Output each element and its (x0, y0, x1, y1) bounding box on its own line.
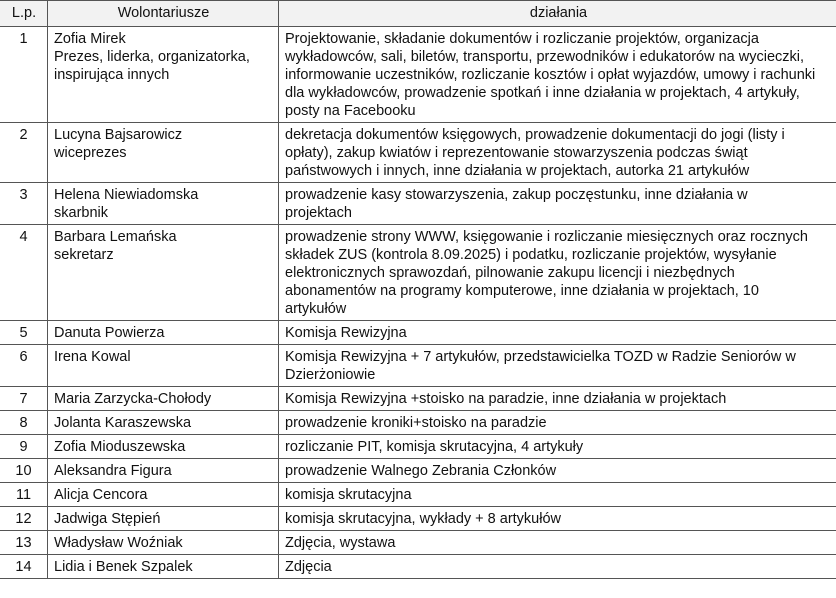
volunteer-activities: prowadzenie strony WWW, księgowanie i rozliczanie miesięcznych oraz rocznych składek ZUS (kontrola 8.09.2025) i podatku, rozliczanie projektów, wysyłanie elektronicznych sprawozdań, pilnowanie zakupu licencji i niezbędnych abonamentów na programy komputerowe, inne działania w projektach, 10 artykułów (279, 225, 836, 321)
row-number: 1 (0, 27, 48, 123)
table-row (0, 345, 836, 387)
volunteer-activities: prowadzenie kasy stowarzyszenia, zakup poczęstunku, inne działania w projektach (279, 183, 836, 225)
table-row (0, 507, 836, 531)
table-row (0, 435, 836, 459)
volunteer-name: Lucyna Bajsarowicz wiceprezes (48, 123, 279, 183)
volunteer-name: Barbara Lemańska sekretarz (48, 225, 279, 321)
table-row (0, 483, 836, 507)
volunteer-name: Danuta Powierza (48, 321, 279, 345)
volunteer-name: Władysław Woźniak (48, 531, 279, 555)
table-row (0, 225, 836, 321)
volunteer-name: Irena Kowal (48, 345, 279, 387)
row-number: 12 (0, 507, 48, 531)
volunteer-name: Maria Zarzycka-Chołody (48, 387, 279, 411)
header-activities: działania (279, 1, 836, 27)
header-row (0, 1, 836, 27)
volunteer-name: Helena Niewiadomska skarbnik (48, 183, 279, 225)
volunteer-name: Lidia i Benek Szpalek (48, 555, 279, 579)
table-row (0, 123, 836, 183)
volunteer-activities: prowadzenie kroniki+stoisko na paradzie (279, 411, 836, 435)
row-number: 4 (0, 225, 48, 321)
table-row (0, 531, 836, 555)
row-number: 11 (0, 483, 48, 507)
row-number: 14 (0, 555, 48, 579)
row-number: 10 (0, 459, 48, 483)
row-number: 5 (0, 321, 48, 345)
volunteer-activities: dekretacja dokumentów księgowych, prowadzenie dokumentacji do jogi (listy i opłaty), zakup kwiatów i reprezentowanie stowarzyszenia podczas świąt państwowych i innych, inne działania w projektach, autorka 21 artykułów (279, 123, 836, 183)
row-number: 13 (0, 531, 48, 555)
header-lp: L.p. (0, 1, 48, 27)
volunteer-activities: Zdjęcia, wystawa (279, 531, 836, 555)
volunteer-name: Jadwiga Stępień (48, 507, 279, 531)
row-number: 7 (0, 387, 48, 411)
row-number: 6 (0, 345, 48, 387)
volunteer-name: Zofia Mirek Prezes, liderka, organizatorka, inspirująca innych (48, 27, 279, 123)
volunteer-activities: rozliczanie PIT, komisja skrutacyjna, 4 artykuły (279, 435, 836, 459)
volunteer-name: Alicja Cencora (48, 483, 279, 507)
volunteer-activities: komisja skrutacyjna, wykłady + 8 artykułów (279, 507, 836, 531)
volunteer-activities: Komisja Rewizyjna + 7 artykułów, przedstawicielka TOZD w Radzie Seniorów w Dzierżoniowie (279, 345, 836, 387)
volunteer-name: Zofia Mioduszewska (48, 435, 279, 459)
row-number: 3 (0, 183, 48, 225)
volunteer-activities: Projektowanie, składanie dokumentów i rozliczanie projektów, organizacja wykładowców, sali, biletów, transportu, przewodników i edukatorów na wycieczki, informowanie uczestników, rozliczanie kosztów i opłat wyjazdów, umowy i rachunki dla wykładowców, prowadzenie spotkań i inne działania w projektach, 4 artykuły, posty na Facebooku (279, 27, 836, 123)
table-row (0, 321, 836, 345)
header-volunteers: Wolontariusze (48, 1, 279, 27)
volunteer-activities: Komisja Rewizyjna (279, 321, 836, 345)
row-number: 8 (0, 411, 48, 435)
row-number: 2 (0, 123, 48, 183)
row-number: 9 (0, 435, 48, 459)
volunteer-activities: komisja skrutacyjna (279, 483, 836, 507)
volunteer-activities: Zdjęcia (279, 555, 836, 579)
table-row (0, 387, 836, 411)
table-row (0, 27, 836, 123)
volunteer-name: Jolanta Karaszewska (48, 411, 279, 435)
volunteer-activities: prowadzenie Walnego Zebrania Członków (279, 459, 836, 483)
table-row (0, 459, 836, 483)
table-row (0, 555, 836, 579)
volunteer-name: Aleksandra Figura (48, 459, 279, 483)
table-row (0, 411, 836, 435)
volunteer-activities: Komisja Rewizyjna +stoisko na paradzie, inne działania w projektach (279, 387, 836, 411)
table-row (0, 183, 836, 225)
